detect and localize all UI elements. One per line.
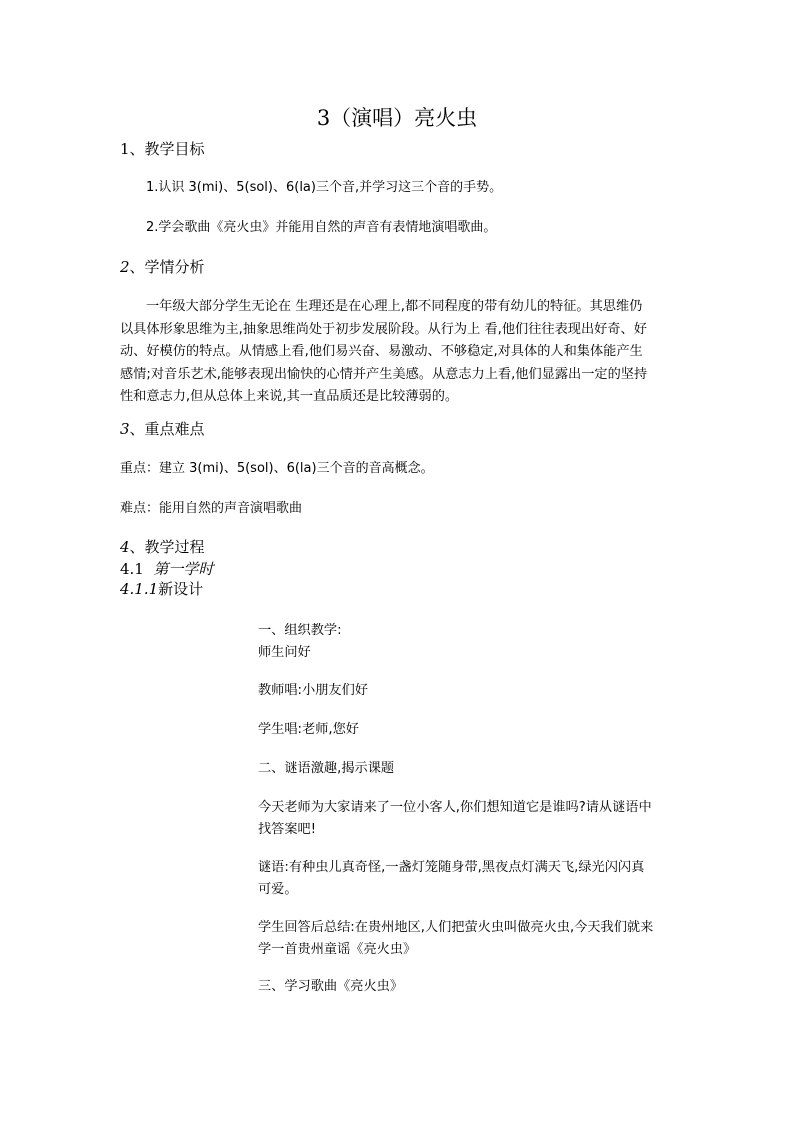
subsection-4-1-1-number: 4.1.1 [120, 580, 159, 598]
analysis-line-3: 动、好模仿的特点。从情感上看,他们易兴奋、易激动、不够稳定,对具体的人和集体能产生 [120, 344, 643, 359]
riddle-paragraph [258, 857, 688, 901]
step-2-title: 二、谜语激趣,揭示课题 [258, 761, 395, 776]
summary-paragraph [258, 917, 688, 961]
intro-paragraph [258, 797, 688, 841]
page-title: 3（演唱）亮火虫 [316, 106, 478, 130]
subsection-4-1-1-label: 新设计 [158, 580, 204, 598]
subsection-4-1 [120, 558, 213, 580]
summary-line-1: 学生回答后总结:在贵州地区,人们把萤火虫叫做亮火虫,今天我们就来 [258, 920, 654, 935]
teacher-sings: 教师唱:小朋友们好 [258, 683, 368, 698]
subsection-4-1-label: 第一学时 [153, 560, 214, 578]
section-4-number: 4 [120, 538, 130, 556]
objective-item-2: 2.学会歌曲《亮火虫》并能用自然的声音有表情地演唱歌曲。 [146, 220, 497, 235]
section-3-number: 3 [120, 420, 130, 438]
riddle-line-1: 谜语:有种虫儿真奇怪,一盏灯笼随身带,黑夜点灯满天飞,绿光闪闪真 [258, 860, 645, 875]
subsection-4-1-1 [120, 578, 203, 600]
section-4-heading [120, 536, 205, 558]
riddle-line-2: 可爱。 [258, 882, 298, 897]
analysis-line-1: 一年级大部分学生无论在 生理还是在心理上,都不同程度的带有幼儿的特征。其思维仍 [146, 299, 643, 314]
section-2-label: 、学情分析 [129, 258, 205, 276]
key-point: 重点：建立 3(mi)、5(sol)、6(la)三个音的音高概念。 [120, 461, 434, 476]
difficult-point: 难点：能用自然的声音演唱歌曲 [120, 501, 303, 516]
step-3-title: 三、学习歌曲《亮火虫》 [258, 979, 404, 994]
section-2-number: 2 [120, 258, 130, 276]
section-4-label: 、教学过程 [129, 538, 205, 556]
section-2-heading [120, 256, 205, 278]
intro-line-1: 今天老师为大家请来了一位小客人,你们想知道它是谁吗?请从谜语中 [258, 800, 652, 815]
step-1-block [258, 620, 688, 664]
section-3-heading [120, 418, 205, 440]
analysis-line-2: 以具体形象思维为主,抽象思维尚处于初步发展阶段。从行为上 看,他们往往表现出好奇、好 [120, 321, 647, 337]
objective-item-1: 1.认识 3(mi)、5(sol)、6(la)三个音,并学习这三个音的手势。 [146, 180, 503, 195]
section-3-label: 、重点难点 [129, 420, 205, 438]
intro-line-2: 找答案吧! [258, 822, 317, 837]
summary-line-2: 学一首贵州童谣《亮火虫》 [258, 942, 417, 957]
greeting-line: 师生问好 [258, 645, 311, 660]
analysis-line-5: 性和意志力,但从总体上来说,其一直品质还是比较薄弱的。 [120, 389, 459, 404]
section-1-heading: 1、教学目标 [120, 140, 205, 158]
students-sing: 学生唱:老师,您好 [258, 722, 359, 737]
analysis-line-4: 感情;对音乐艺术,能够表现出愉快的心情并产生美感。从意志力上看,他们显露出一定的坚持 [120, 366, 648, 382]
student-analysis-paragraph [120, 296, 680, 409]
subsection-4-1-number: 4.1 [120, 560, 144, 578]
step-1-title: 一、组织教学: [258, 623, 342, 638]
